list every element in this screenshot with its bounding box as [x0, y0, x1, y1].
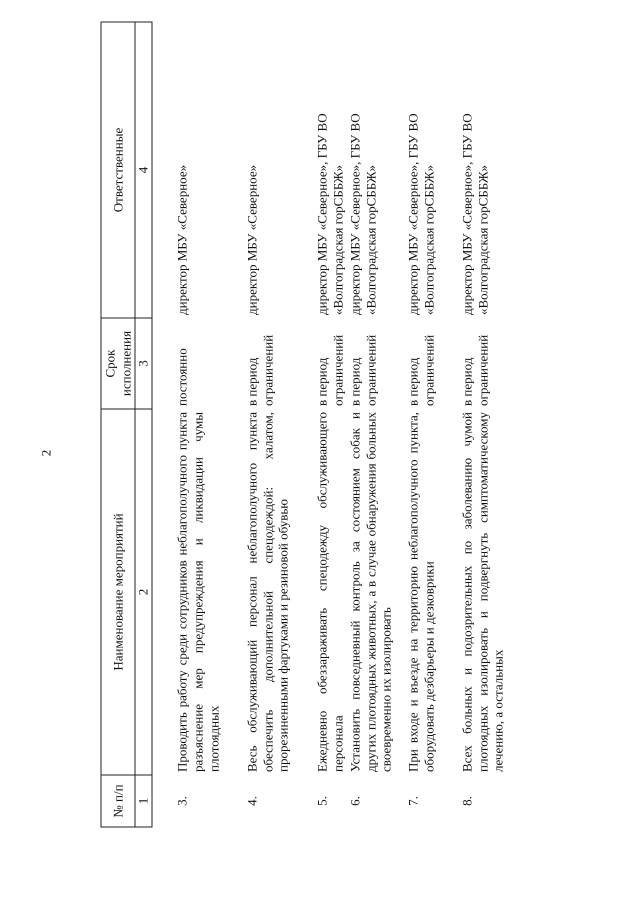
- measure-deadline: в период ограничений: [405, 334, 436, 406]
- header-deadline: Срок исполнения: [101, 318, 135, 409]
- measure-responsible: директор МБУ «Северное», ГБУ ВО «Волгоградская горСББЖ»: [347, 112, 378, 315]
- measure-responsible: директор МБУ «Северное», ГБУ ВО «Волгоградская горСББЖ»: [314, 112, 345, 315]
- header-responsible: Ответственные: [101, 22, 135, 318]
- table-row: [152, 22, 222, 827]
- measures-table: [100, 21, 507, 827]
- table-row: [222, 22, 292, 827]
- row-number: 8.: [459, 795, 475, 806]
- column-number: 3: [135, 318, 152, 409]
- row-number: 5.: [314, 795, 330, 806]
- measure-deadline: в период ограничений: [244, 334, 275, 406]
- measure-responsible: директор МБУ «Северное»: [244, 164, 260, 315]
- measure-text: Ежедневно обеззараживать спецодежду обслуживающего персонала: [314, 411, 345, 772]
- measure-deadline: в период ограничений: [459, 334, 490, 406]
- measure-deadline: в период ограничений: [347, 334, 378, 406]
- measure-deadline: в период ограничений: [314, 334, 345, 406]
- table-header-row: [101, 22, 135, 827]
- header-number: № п/п: [101, 775, 135, 827]
- column-number: 1: [135, 775, 152, 827]
- measure-text: Весь обслуживающий персонал неблагополучного пункта обеспечить дополнительной спецодеждой: халатом, прорезиненными фартуками и резиновой обувью: [244, 411, 291, 772]
- column-number: 4: [135, 22, 152, 318]
- measure-responsible: директор МБУ «Северное», ГБУ ВО «Волгоградская горСББЖ»: [405, 112, 436, 315]
- measure-text: При входе и въезде на территорию неблагополучного пункта, оборудовать дезбарьеры и дезковрики: [405, 411, 436, 772]
- header-measures: Наименование мероприятий: [101, 409, 135, 775]
- row-number: 7.: [405, 795, 421, 806]
- table-row: [395, 22, 437, 827]
- measure-responsible: директор МБУ «Северное»: [174, 164, 190, 315]
- row-number: 3.: [174, 795, 190, 806]
- measure-deadline: постоянно: [174, 347, 190, 406]
- table-row: [292, 22, 346, 827]
- row-number: 4.: [244, 795, 260, 806]
- measure-responsible: директор МБУ «Северное», ГБУ ВО «Волгоградская горСББЖ»: [459, 112, 490, 315]
- row-number: 6.: [347, 795, 363, 806]
- column-number-row: [135, 22, 152, 827]
- page-number: 2: [38, 449, 53, 456]
- table-row: [346, 22, 395, 827]
- table-row: [437, 22, 507, 827]
- column-number: 2: [135, 409, 152, 775]
- measure-text: Проводить работу среди сотрудников неблагополучного пункта разъяснение мер предупреждения и ликвидации чумы плотоядных: [174, 411, 221, 772]
- measure-text: Всех больных и подозрительных по заболеванию чумой плотоядных изолировать и подвергнуть симптоматическому лечению, а остальных: [459, 411, 506, 772]
- measure-text: Установить повседневный контроль за состоянием собак и других плотоядных животных, а в случае обнаружения больных своевременно их изолировать: [347, 411, 394, 772]
